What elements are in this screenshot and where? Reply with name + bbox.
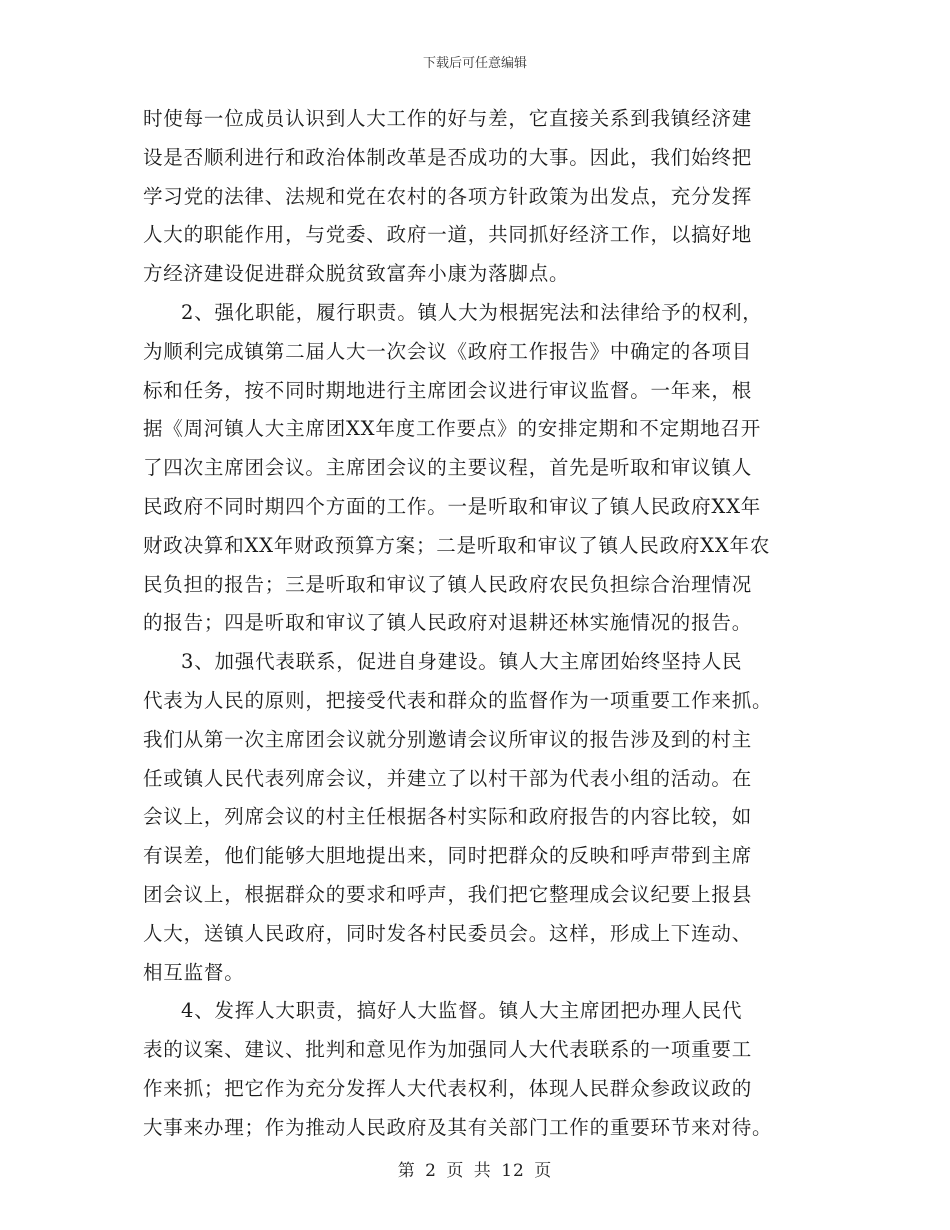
paragraph-2: [143, 294, 813, 643]
text-line: 有误差，他们能够大胆地提出来，同时把群众的反映和呼声带到主席: [143, 844, 753, 868]
text-line: 我们从第一次主席团会议就分别邀请会议所审议的报告涉及到的村主: [143, 727, 753, 751]
text-line: 财政决算和XX年财政预算方案；二是听取和审议了镇人民政府XX年农: [143, 533, 771, 557]
text-line: 学习党的法律、法规和党在农村的各项方针政策为出发点，充分发挥: [143, 184, 753, 208]
text-line: 民政府不同时期四个方面的工作。一是听取和审议了镇人民政府XX年: [143, 494, 762, 518]
text-line: 表的议案、建议、批判和意见作为加强同人大代表联系的一项重要工: [143, 1038, 753, 1062]
text-line: 了四次主席团会议。主席团会议的主要议程，首先是听取和审议镇人: [143, 456, 753, 480]
page-number: 第 2 页 共 12 页: [397, 1161, 553, 1181]
paragraph-4: [143, 992, 813, 1147]
text-line: 设是否顺利进行和政治体制改革是否成功的大事。因此，我们始终把: [143, 145, 753, 169]
text-line: 会议上，列席会议的村主任根据各村实际和政府报告的内容比较，如: [143, 805, 753, 829]
text-line: 团会议上，根据群众的要求和呼声，我们把它整理成会议纪要上报县: [143, 882, 753, 906]
text-line: 时使每一位成员认识到人大工作的好与差，它直接关系到我镇经济建: [143, 107, 753, 130]
text-line: 标和任务，按不同时期地进行主席团会议进行审议监督。一年来，根: [143, 378, 753, 402]
text-line: 代表为人民的原则，把接受代表和群众的监督作为一项重要工作来抓。: [143, 688, 773, 712]
text-line: 方经济建设促进群众脱贫致富奔小康为落脚点。: [143, 262, 570, 286]
text-line: 作来抓；把它作为充分发挥人大代表权利，体现人民群众参政议政的: [143, 1076, 753, 1100]
text-line: 人大的职能作用，与党委、政府一道，共同抓好经济工作，以搞好地: [143, 223, 753, 247]
text-line: 任或镇人民代表列席会议，并建立了以村干部为代表小组的活动。在: [143, 766, 753, 790]
text-line: 大事来办理；作为推动人民政府及其有关部门工作的重要环节来对待。: [143, 1115, 773, 1139]
paragraph-3: [143, 643, 813, 992]
text-line: 相互监督。: [143, 960, 245, 984]
document-body: [143, 100, 813, 1148]
text-line: 为顺利完成镇第二届人大一次会议《政府工作报告》中确定的各项目: [143, 339, 753, 363]
text-line: 民负担的报告；三是听取和审议了镇人民政府农民负担综合治理情况: [143, 572, 753, 596]
text-line: 据《周河镇人大主席团XX年度工作要点》的安排定期和不定期地召开: [143, 417, 762, 441]
text-line: 3、加强代表联系，促进自身建设。镇人大主席团始终坚持人民: [181, 650, 743, 674]
text-line: 的报告；四是听取和审议了镇人民政府对退耕还林实施情况的报告。: [143, 611, 753, 635]
page-header-note: 下载后可任意编辑: [422, 56, 527, 71]
paragraph-1: [143, 100, 813, 294]
text-line: 2、强化职能，履行职责。镇人大为根据宪法和法律给予的权利，: [181, 300, 763, 324]
text-line: 人大，送镇人民政府，同时发各村民委员会。这样，形成上下连动、: [143, 921, 753, 945]
text-line: 4、发挥人大职责，搞好人大监督。镇人大主席团把办理人民代: [181, 999, 743, 1023]
